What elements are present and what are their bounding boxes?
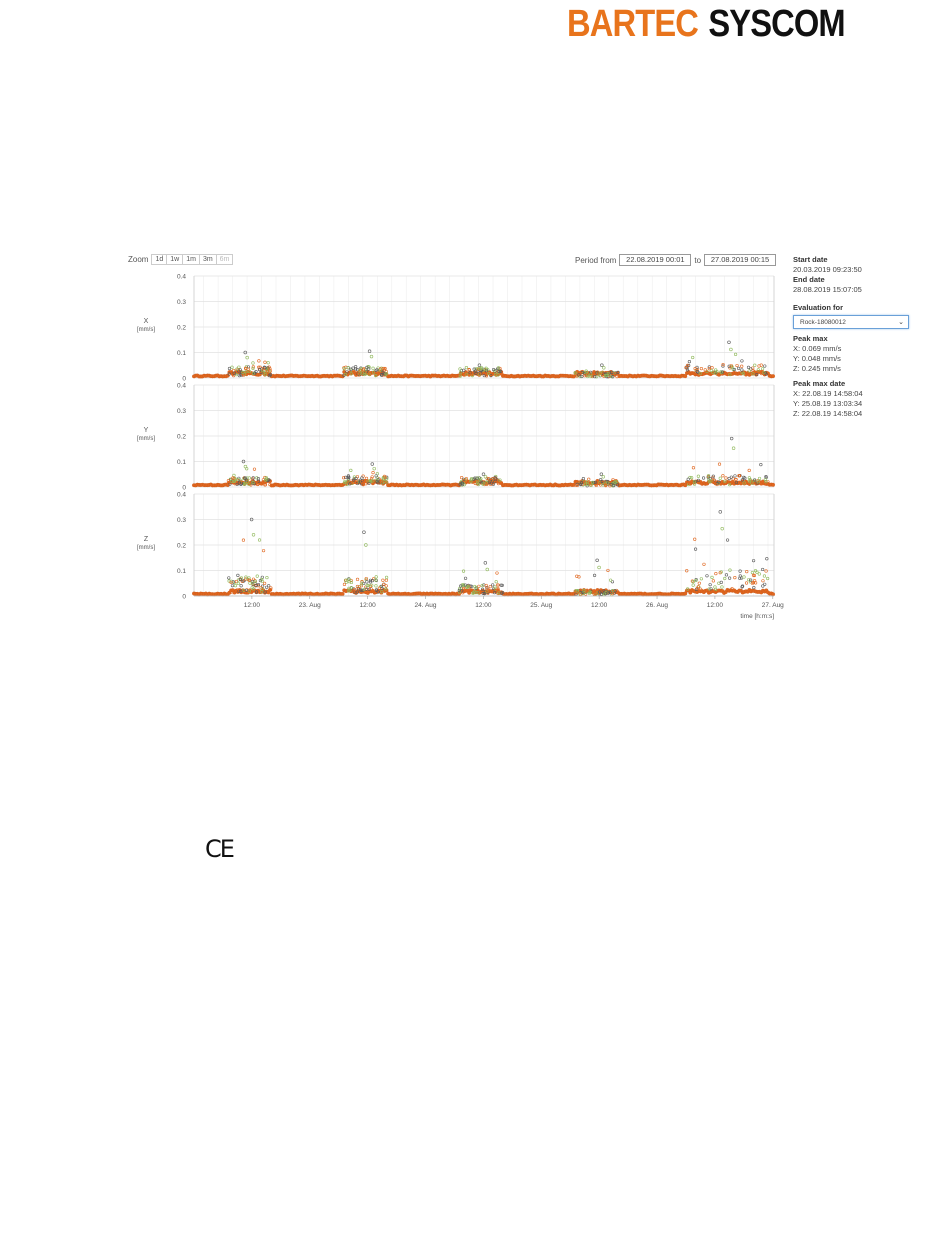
data-point-peak [600, 473, 603, 476]
data-point-peak [371, 463, 374, 466]
peak-max-y: Y: 0.048 mm/s [793, 354, 841, 363]
y-tick-label: 0.1 [176, 459, 186, 466]
data-point [261, 580, 264, 583]
y-tick-label: 0.4 [176, 491, 186, 499]
data-point [385, 579, 388, 582]
data-point [267, 584, 270, 587]
data-point-peak [598, 566, 601, 569]
data-point-peak [600, 364, 603, 367]
data-point [758, 477, 761, 480]
peak-date-y: Y: 25.08.19 13:03:34 [793, 399, 863, 408]
data-point [704, 369, 707, 372]
y-tick-label: 0.1 [176, 350, 186, 357]
y-tick-label: 0.4 [176, 273, 186, 281]
data-point [228, 367, 231, 370]
data-point [721, 586, 724, 589]
data-point [748, 469, 751, 472]
end-date-value: 28.08.2019 15:07:05 [793, 285, 862, 294]
data-point-peak [244, 465, 247, 468]
start-date-value: 20.03.2019 09:23:50 [793, 265, 862, 274]
logo-bartec: BARTEC [567, 3, 699, 45]
x-tick-label: 27. Aug [761, 602, 784, 609]
data-point [692, 466, 695, 469]
data-point [747, 366, 750, 369]
data-point [256, 575, 259, 578]
data-point [719, 477, 722, 480]
y-tick-label: 0 [182, 593, 186, 601]
data-point [703, 563, 706, 566]
x-tick-label: 12:00 [706, 602, 724, 609]
data-point [372, 471, 375, 474]
peak-date-z: Z: 22.08.19 14:58:04 [793, 409, 863, 418]
data-point [587, 478, 590, 481]
data-point [715, 572, 718, 575]
data-point [496, 572, 499, 575]
start-date-label: Start date [793, 255, 828, 264]
data-point [375, 585, 378, 588]
data-point [356, 475, 359, 478]
data-point [753, 364, 756, 367]
y-tick-label: 0.4 [176, 382, 186, 390]
data-point [758, 573, 761, 576]
y-tick-label: 0.3 [176, 408, 186, 415]
ce-mark: CE [205, 835, 233, 863]
data-point [736, 364, 739, 367]
data-point [766, 577, 769, 580]
bartec-syscom-logo [567, 4, 845, 44]
data-point [464, 577, 467, 580]
data-point [726, 539, 729, 542]
data-point [263, 582, 266, 585]
data-point [372, 367, 375, 370]
data-point [700, 367, 703, 370]
data-point [258, 539, 261, 542]
data-point [741, 586, 744, 589]
data-point-peak [484, 475, 487, 478]
data-point-peak [719, 510, 722, 513]
data-point [711, 366, 714, 369]
evaluation-select[interactable] [793, 315, 909, 329]
zoom-1w-button[interactable]: 1w [166, 254, 183, 265]
data-point-peak [721, 527, 724, 530]
data-point [761, 368, 764, 371]
data-point [491, 584, 494, 587]
period-from-label: Period from [575, 255, 617, 265]
evaluation-label: Evaluation for [793, 303, 844, 312]
data-point [687, 478, 690, 481]
end-date-label: End date [793, 275, 825, 284]
data-point [253, 468, 256, 471]
x-tick-label: 23. Aug [298, 602, 321, 609]
x-tick-label: 25. Aug [530, 602, 553, 609]
data-point [242, 539, 245, 542]
data-point-peak [482, 473, 485, 476]
data-point-peak [252, 533, 255, 536]
zoom-1m-button[interactable]: 1m [182, 254, 200, 265]
axis-unit-label: [mm/s] [137, 545, 155, 551]
period-from-input[interactable]: 22.08.2019 00:01 [619, 254, 691, 266]
vibration-charts [128, 268, 784, 629]
data-point [702, 477, 705, 480]
data-point [343, 583, 346, 586]
y-tick-label: 0.1 [176, 568, 186, 575]
data-point [240, 584, 243, 587]
peak-date-label: Peak max date [793, 379, 846, 388]
period-to-input[interactable]: 27.08.2019 00:15 [704, 254, 776, 266]
axis-unit-label: [mm/s] [137, 327, 155, 333]
data-point [233, 474, 236, 477]
data-point-peak [730, 437, 733, 440]
data-point-peak [732, 447, 735, 450]
data-point [771, 592, 775, 596]
data-point-peak [602, 366, 605, 369]
data-point-peak [596, 559, 599, 562]
data-point-peak [370, 355, 373, 358]
data-point [609, 579, 612, 582]
data-point [341, 592, 345, 596]
x-tick-label: 12:00 [243, 602, 261, 609]
data-point [366, 581, 369, 584]
data-point [252, 362, 255, 365]
data-point [350, 469, 353, 472]
x-axis-label: time [h:m:s] [740, 613, 774, 620]
data-point [722, 474, 725, 477]
data-point [262, 549, 265, 552]
axis-label-x: X [143, 318, 149, 325]
x-tick-label: 12:00 [359, 602, 376, 609]
data-point [745, 582, 748, 585]
data-point [249, 582, 252, 585]
info-sidebar [793, 255, 913, 419]
x-tick-label: 12:00 [475, 602, 492, 609]
data-point [762, 585, 765, 588]
data-point [353, 476, 356, 479]
data-point [465, 366, 468, 369]
data-point [580, 375, 583, 378]
data-point [730, 476, 733, 479]
data-point [237, 574, 240, 577]
peak-max-x: X: 0.069 mm/s [793, 344, 842, 353]
axis-unit-label: [mm/s] [137, 436, 155, 442]
y-tick-label: 0.3 [176, 299, 186, 306]
chart-svg[interactable] [128, 268, 784, 624]
peak-max-z: Z: 0.245 mm/s [793, 364, 841, 373]
data-point [728, 577, 731, 580]
data-point-peak [730, 348, 733, 351]
axis-label-y: Y [143, 427, 149, 434]
data-point [489, 585, 492, 588]
data-point [237, 582, 240, 585]
chevron-down-icon: ⌄ [898, 319, 904, 326]
data-point [753, 586, 756, 589]
data-point [712, 580, 715, 583]
zoom-3m-button[interactable]: 3m [199, 254, 217, 265]
y-tick-label: 0.2 [176, 542, 186, 550]
y-tick-label: 0.2 [176, 433, 186, 441]
data-point [771, 483, 775, 487]
data-point-peak [728, 341, 731, 344]
x-tick-label: 24. Aug [414, 602, 437, 609]
data-point [734, 475, 737, 478]
data-point [688, 360, 691, 363]
data-point [771, 374, 775, 378]
period-selector [575, 254, 779, 266]
data-point [356, 578, 359, 581]
data-point-peak [602, 475, 605, 478]
data-point [495, 580, 498, 583]
data-point [227, 577, 230, 580]
data-point [385, 576, 388, 579]
data-point [734, 576, 737, 579]
data-point [264, 361, 267, 364]
data-point [762, 579, 765, 582]
data-point [729, 569, 732, 572]
data-point [718, 463, 721, 466]
data-point [765, 570, 768, 573]
y-tick-label: 0.3 [176, 517, 186, 524]
data-point [734, 353, 737, 356]
zoom-control [128, 254, 232, 265]
y-tick-label: 0 [182, 375, 186, 383]
axis-label-z: Z [143, 536, 149, 543]
data-point [691, 356, 694, 359]
data-point [697, 475, 700, 478]
data-point [711, 576, 714, 579]
data-point-peak [373, 467, 376, 470]
data-point [258, 360, 261, 363]
data-point-peak [484, 561, 487, 564]
logo-syscom: SYSCOM [708, 3, 845, 45]
peak-max-label: Peak max [793, 334, 828, 343]
zoom-1d-button[interactable]: 1d [151, 254, 167, 265]
data-point [692, 584, 695, 587]
zoom-6m-button[interactable]: 6m [216, 254, 234, 265]
x-tick-label: 12:00 [591, 602, 608, 609]
y-tick-label: 0 [182, 484, 186, 492]
data-point [706, 574, 709, 577]
data-point [763, 365, 766, 368]
data-point [248, 477, 251, 480]
data-point [266, 576, 269, 579]
data-point [741, 360, 744, 363]
data-point [763, 575, 766, 578]
data-point [382, 579, 385, 582]
data-point [459, 368, 462, 371]
data-point [720, 581, 723, 584]
data-point [743, 576, 746, 579]
data-point [725, 477, 728, 480]
data-point [690, 476, 693, 479]
peak-date-x: X: 22.08.19 14:58:04 [793, 389, 863, 398]
data-point [760, 463, 763, 466]
data-point [234, 584, 237, 587]
data-point [267, 361, 270, 364]
y-tick-label: 0.2 [176, 324, 186, 332]
zoom-label: Zoom [128, 255, 149, 264]
data-point [231, 366, 234, 369]
data-point [740, 365, 743, 368]
data-point [698, 582, 701, 585]
data-point [737, 367, 740, 370]
period-to-label: to [694, 255, 702, 265]
data-point [700, 578, 703, 581]
evaluation-value: Rock-18080012 [800, 319, 846, 326]
data-point [725, 574, 728, 577]
x-tick-label: 26. Aug [646, 602, 669, 609]
